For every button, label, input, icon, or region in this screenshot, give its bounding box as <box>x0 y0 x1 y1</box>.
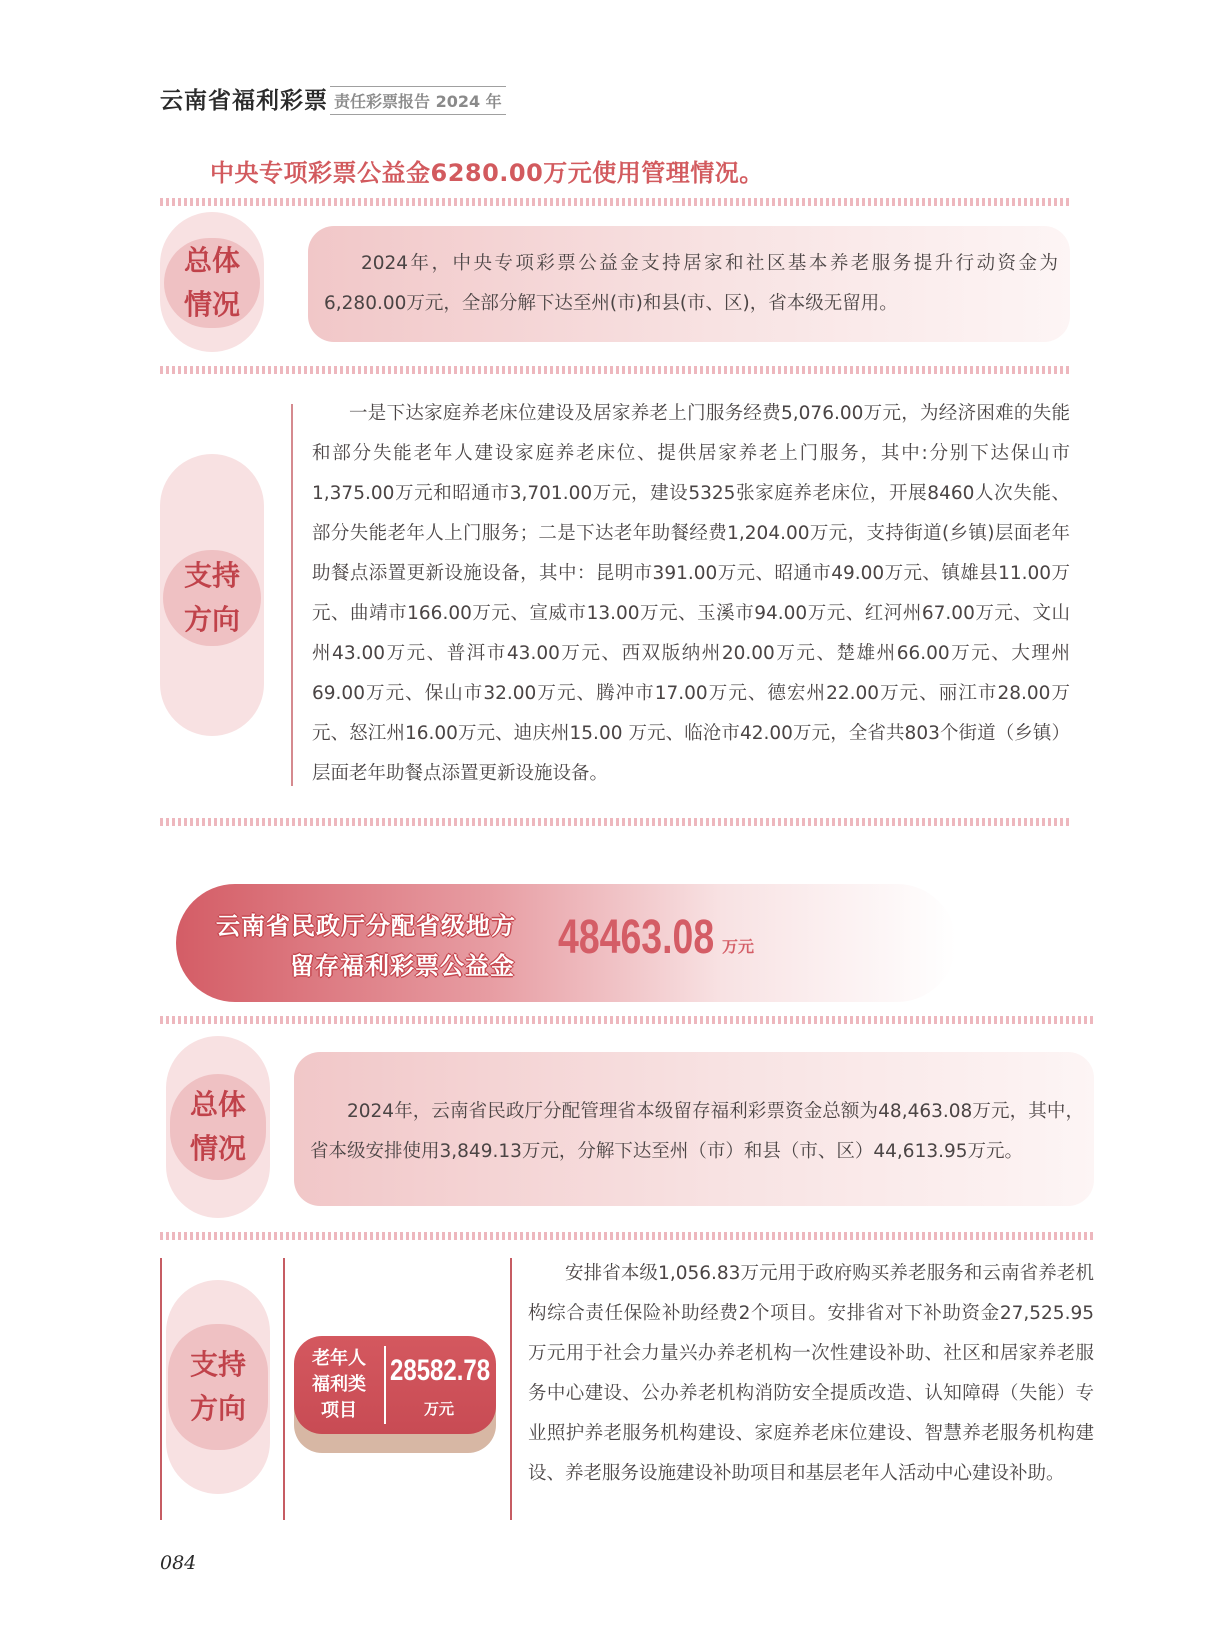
divider <box>160 1232 1094 1240</box>
vertical-rule <box>160 1258 162 1520</box>
vertical-rule <box>283 1258 285 1520</box>
direction-text: 一是下达家庭养老床位建设及居家养老上门服务经费5,076.00万元，为经济困难的失能和部分失能老年人建设家庭养老床位、提供居家养老上门服务，其中:分别下达保山市1,375.00万元和昭通市3,701.00万元，建设5325张家庭养老床位，开展8460人次失能、部分失能老年人上门服务；二是下达老年助餐经费1,204.00万元，支持街道(乡镇)层面老年助餐点添置更新设施设备，其中：昆明市391.00万元、昭通市49.00万元、镇雄县11.00万元、曲靖市166.00万元、宣威市13.00万元、玉溪市94.00万元、红河州67.00万元、文山州43.00万元、普洱市43.00万元、西双版纳州20.00万元、楚雄州66.00万元、大理州69.00万元、保山市32.00万元、腾冲市17.00万元、德宏州22.00万元、丽江市28.00万元、怒江州16.00万元、迪庆州15.00 万元、临沧市42.00万元，全省共803个街道（乡镇）层面老年助餐点添置更新设施设备。 <box>312 403 1070 784</box>
banner-line-2: 留存福利彩票公益金 <box>290 952 515 980</box>
overall-text-box <box>308 226 1070 342</box>
divider <box>160 198 1070 206</box>
section-title: 中央专项彩票公益金6280.00万元使用管理情况。 <box>210 159 764 187</box>
divider <box>160 366 1070 374</box>
vertical-rule <box>510 1258 512 1520</box>
badge-divider <box>384 1346 386 1424</box>
direction-text: 安排省本级1,056.83万元用于政府购买养老服务和云南省养老机构综合责任保险补助经费2个项目。安排省对下补助资金27,525.95万元用于社会力量兴办养老机构一次性建设补助、社区和居家养老服务中心建设、公办养老机构消防安全提质改造、认知障碍（失能）专业照护养老服务机构建设、家庭养老床位建设、智慧养老服务机构建设、养老服务设施建设补助项目和基层老年人活动中心建设补助。 <box>528 1263 1094 1484</box>
page-number: 084 <box>160 1552 197 1574</box>
badge-label: 老年人 福利类 项目 <box>312 1348 366 1421</box>
badge-amount: 28582.78 <box>390 1354 491 1387</box>
divider <box>160 1016 1094 1024</box>
overall-text: 2024年，中央专项彩票公益金支持居家和社区基本养老服务提升行动资金为6,280.00万元，全部分解下达至州(市)和县(市、区)，省本级无留用。 <box>324 253 1058 314</box>
banner-line-1: 云南省民政厅分配省级地方 <box>216 912 516 940</box>
overall-label: 总体 情况 <box>189 1088 246 1165</box>
overall-text: 2024年，云南省民政厅分配管理省本级留存福利彩票资金总额为48,463.08万元，其中，省本级安排使用3,849.13万元，分解下达至州（市）和县（市、区）44,613.95万元。 <box>310 1101 1084 1162</box>
report-subtitle: 责任彩票报告 2024 年 <box>330 86 506 115</box>
report-org-title: 云南省福利彩票 <box>160 88 328 114</box>
direction-label: 支持 方向 <box>183 559 240 636</box>
overall-label: 总体 情况 <box>183 244 240 321</box>
direction-label-pill <box>166 1280 270 1494</box>
divider <box>160 818 1070 826</box>
direction-label-pill <box>160 454 264 736</box>
overall-label-pill <box>160 212 264 352</box>
badge-unit: 万元 <box>424 1400 455 1418</box>
amount-badge <box>294 1336 496 1434</box>
overall-text-box <box>294 1052 1094 1206</box>
banner-unit: 万元 <box>722 937 755 956</box>
direction-label: 支持 方向 <box>189 1348 246 1425</box>
vertical-rule <box>291 404 293 786</box>
overall-label-pill <box>166 1036 270 1218</box>
banner-amount: 48463.08 <box>558 911 715 964</box>
